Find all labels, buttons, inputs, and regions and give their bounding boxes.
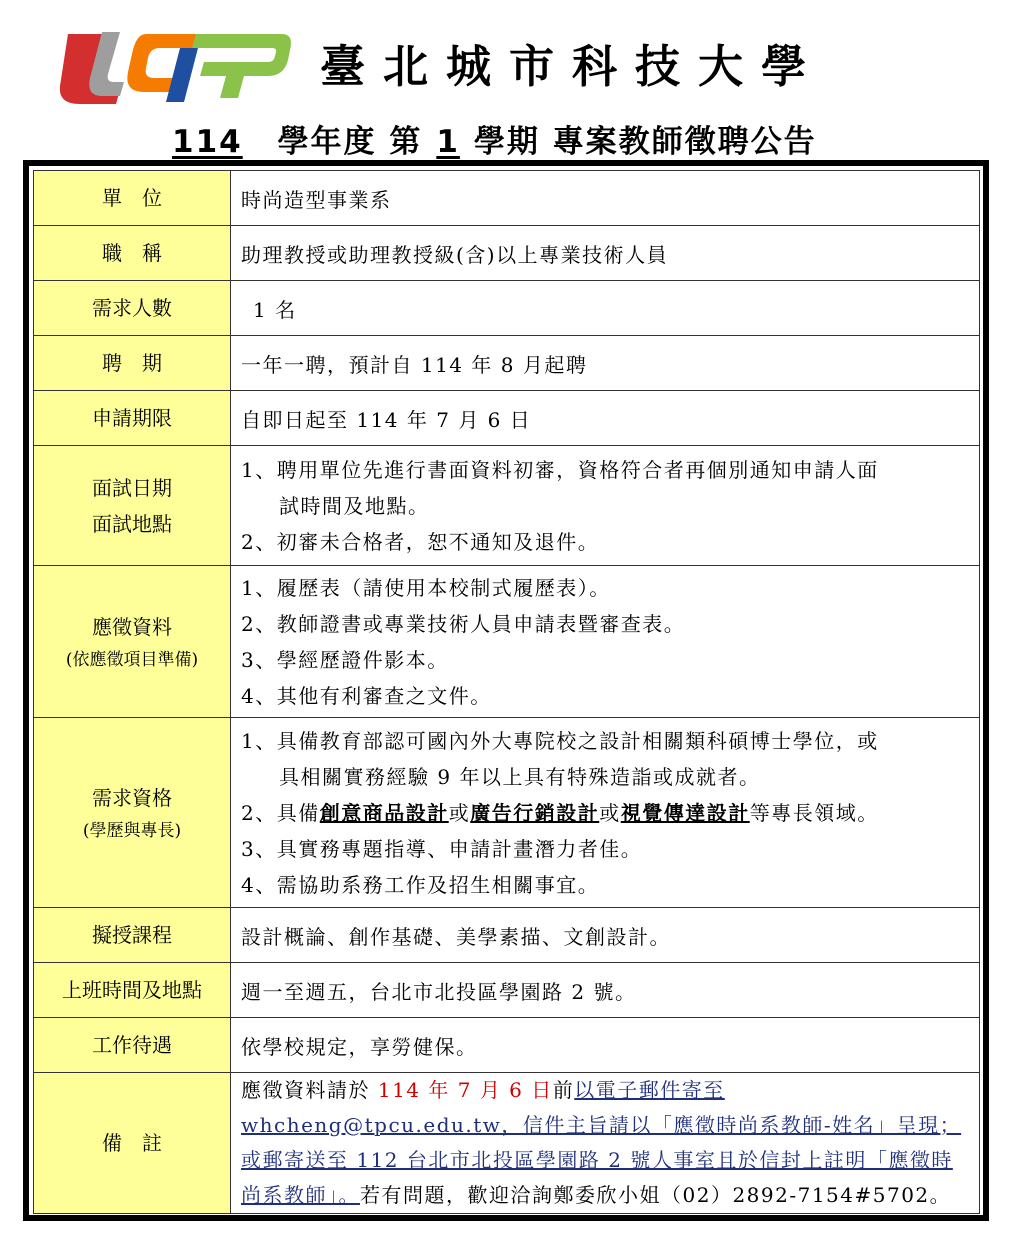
value-qualifications	[231, 718, 980, 908]
table-row	[34, 226, 980, 281]
qualification-item: 4、需協助系務工作及招生相關事宜。	[241, 872, 600, 897]
value-headcount: 1 名	[231, 281, 980, 336]
label-documents-main: 應徵資料	[92, 614, 172, 639]
label-remarks: 備 註	[34, 1073, 231, 1214]
value-benefits: 依學校規定，享勞健保。	[231, 1018, 980, 1073]
announcement-table	[33, 170, 980, 1211]
title-text: 專案教師徵聘公告	[552, 124, 817, 160]
announcement-title	[150, 116, 817, 161]
table-row	[34, 391, 980, 446]
label-documents-sub: (依應徵項目準備)	[65, 649, 199, 670]
table-row	[34, 718, 980, 908]
document-item: 3、學經歷證件影本。	[241, 647, 449, 672]
term-number: 1	[436, 124, 460, 160]
value-position: 助理教授或助理教授級(含)以上專業技術人員	[231, 226, 980, 281]
table-row	[34, 963, 980, 1018]
year-suffix: 學年度	[277, 124, 377, 160]
value-documents	[231, 566, 980, 718]
remarks-submission-instructions: 以電子郵件寄至 whcheng@tpcu.edu.tw，信件主旨請以「應徵時尚系教師-姓名」呈現；或郵寄送至 112 台北市北投區學園路 2 號人事室且於信封上註明「應徵時尚系教師」。	[241, 1078, 962, 1207]
document-item: 4、其他有利審查之文件。	[241, 683, 492, 708]
qual-text: 或	[448, 800, 471, 825]
label-qualifications-main: 需求資格	[92, 785, 172, 810]
document-item: 2、教師證書或專業技術人員申請表暨審查表。	[241, 611, 686, 636]
value-term: 一年一聘，預計自 114 年 8 月起聘	[231, 336, 980, 391]
term-suffix: 學期	[473, 124, 540, 160]
specialty-visual-communication: 視覺傳達設計	[620, 800, 750, 825]
value-deadline: 自即日起至 114 年 7 月 6 日	[231, 391, 980, 446]
label-interview-date: 面試日期	[92, 475, 172, 500]
label-interview-place: 面試地點	[92, 511, 172, 536]
value-courses: 設計概論、創作基礎、美學素描、文創設計。	[231, 908, 980, 963]
label-unit: 單 位	[34, 171, 231, 226]
remarks-deadline: 114 年 7 月 6 日	[370, 1078, 553, 1102]
label-courses: 擬授課程	[34, 908, 231, 963]
qual-text: 等專長領域。	[749, 800, 879, 825]
qualification-item	[241, 795, 979, 831]
label-term: 聘 期	[34, 336, 231, 391]
value-worktime: 週一至週五，台北市北投區學園路 2 號。	[231, 963, 980, 1018]
label-worktime: 上班時間及地點	[34, 963, 231, 1018]
qualification-item-cont: 具相關實務經驗 9 年以上具有特殊造詣或成就者。	[279, 764, 761, 789]
specialty-advertising: 廣告行銷設計	[470, 800, 600, 825]
table-row	[34, 446, 980, 566]
value-interview	[231, 446, 980, 566]
remarks-text: 應徵資料請於	[241, 1078, 370, 1102]
table-row	[34, 1018, 980, 1073]
interview-item: 1、聘用單位先進行書面資料初審，資格符合者再個別通知申請人面	[241, 457, 879, 482]
table-row	[34, 1073, 980, 1214]
term-prefix: 第	[389, 124, 423, 160]
qualification-item: 1、具備教育部認可國內外大專院校之設計相關類科碩博士學位，或	[241, 728, 879, 753]
qualification-item: 3、具實務專題指導、申請計畫潛力者佳。	[241, 836, 643, 861]
table-row	[34, 336, 980, 391]
remarks-contact: 若有問題，歡迎洽詢鄭委欣小姐（02）2892-7154#5702。	[360, 1183, 952, 1207]
label-interview	[34, 446, 231, 566]
academic-year: 114	[172, 124, 243, 160]
label-benefits: 工作待遇	[34, 1018, 231, 1073]
table-row	[34, 171, 980, 226]
specialty-creative-product: 創意商品設計	[319, 800, 449, 825]
table-row	[34, 281, 980, 336]
label-position: 職 稱	[34, 226, 231, 281]
value-unit: 時尚造型事業系	[231, 171, 980, 226]
school-logo	[50, 12, 295, 112]
interview-item: 2、初審未合格者，恕不通知及退件。	[241, 529, 600, 554]
label-documents	[34, 566, 231, 718]
label-headcount: 需求人數	[34, 281, 231, 336]
remarks-text: 前	[552, 1078, 575, 1102]
interview-item-cont: 試時間及地點。	[279, 493, 430, 518]
label-qualifications	[34, 718, 231, 908]
document-item: 1、履歷表（請使用本校制式履歷表）。	[241, 575, 611, 600]
table-row	[34, 908, 980, 963]
school-name: 臺北城市科技大學	[320, 40, 825, 93]
value-remarks	[231, 1073, 980, 1214]
qual-text: 2、具備	[241, 800, 320, 825]
label-qualifications-sub: (學歷與專長)	[82, 820, 182, 841]
label-deadline: 申請期限	[34, 391, 231, 446]
table-row	[34, 566, 980, 718]
qual-text: 或	[599, 800, 621, 825]
